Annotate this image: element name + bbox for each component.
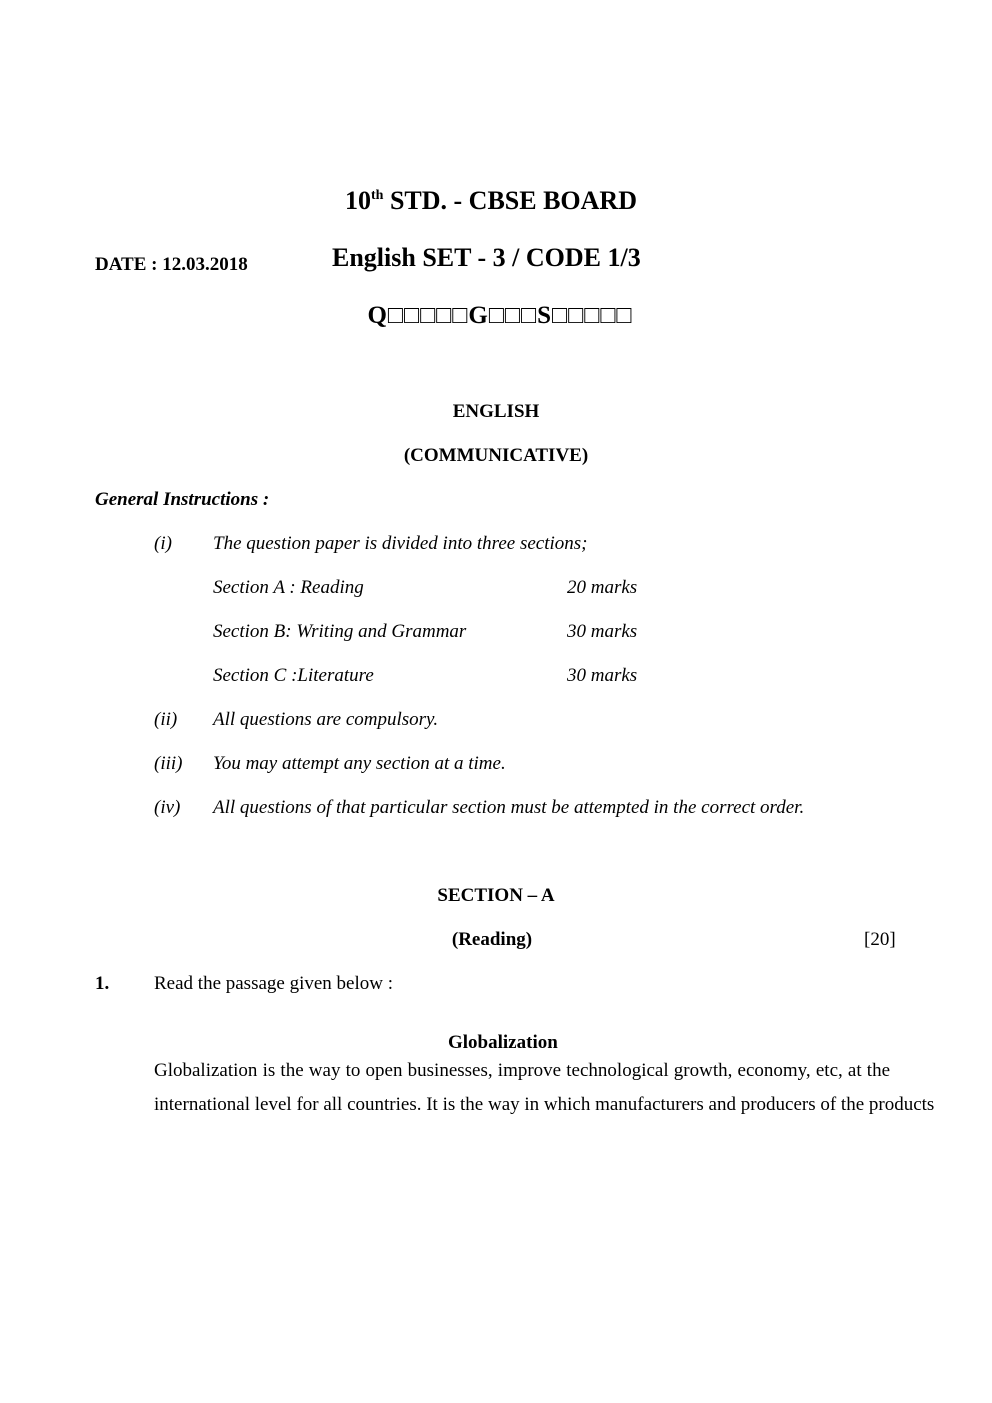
section-marks: 30 marks [567, 621, 638, 642]
instruction-text: All questions are compulsory. [213, 709, 439, 730]
paper-title: Q□□□□□G□□□S□□□□□ [367, 302, 633, 329]
exam-date: DATE : 12.03.2018 [95, 254, 248, 275]
section-marks-total: [20] [864, 929, 896, 950]
section-name: Section C :Literature [213, 665, 374, 686]
section-subheading: (Reading) [451, 929, 533, 950]
subject-type-heading: (COMMUNICATIVE) [403, 445, 589, 466]
title-grade-suffix: th [370, 188, 384, 203]
instruction-number: (iii) [154, 753, 183, 774]
instruction-text: The question paper is divided into three sections; [213, 533, 588, 554]
instruction-number: (ii) [154, 709, 178, 730]
instructions-heading: General Instructions : [95, 489, 270, 510]
section-marks: 30 marks [567, 665, 638, 686]
passage-line: Globalization is the way to open businesses, improve technological growth, economy, etc, at the [154, 1060, 890, 1081]
page-title [0, 186, 982, 216]
section-marks: 20 marks [567, 577, 638, 598]
title-grade: 10 [344, 186, 371, 215]
paper-subtitle: English SET - 3 / CODE 1/3 [332, 243, 641, 272]
question-text: Read the passage given below : [154, 973, 394, 994]
instruction-text: All questions of that particular section must be attempted in the correct order. [213, 797, 805, 818]
question-number: 1. [95, 973, 110, 994]
passage-title: Globalization [448, 1032, 558, 1053]
passage-line: international level for all countries. It is the way in which manufacturers and producers of the products [154, 1094, 935, 1115]
instruction-number: (iv) [154, 797, 181, 818]
section-name: Section B: Writing and Grammar [213, 621, 467, 642]
subject-heading: ENGLISH [452, 401, 540, 422]
title-board: STD. - CBSE BOARD [383, 186, 637, 215]
section-name: Section A : Reading [213, 577, 364, 598]
instruction-number: (i) [154, 533, 172, 554]
section-heading: SECTION – A [437, 885, 555, 906]
instruction-text: You may attempt any section at a time. [213, 753, 506, 774]
